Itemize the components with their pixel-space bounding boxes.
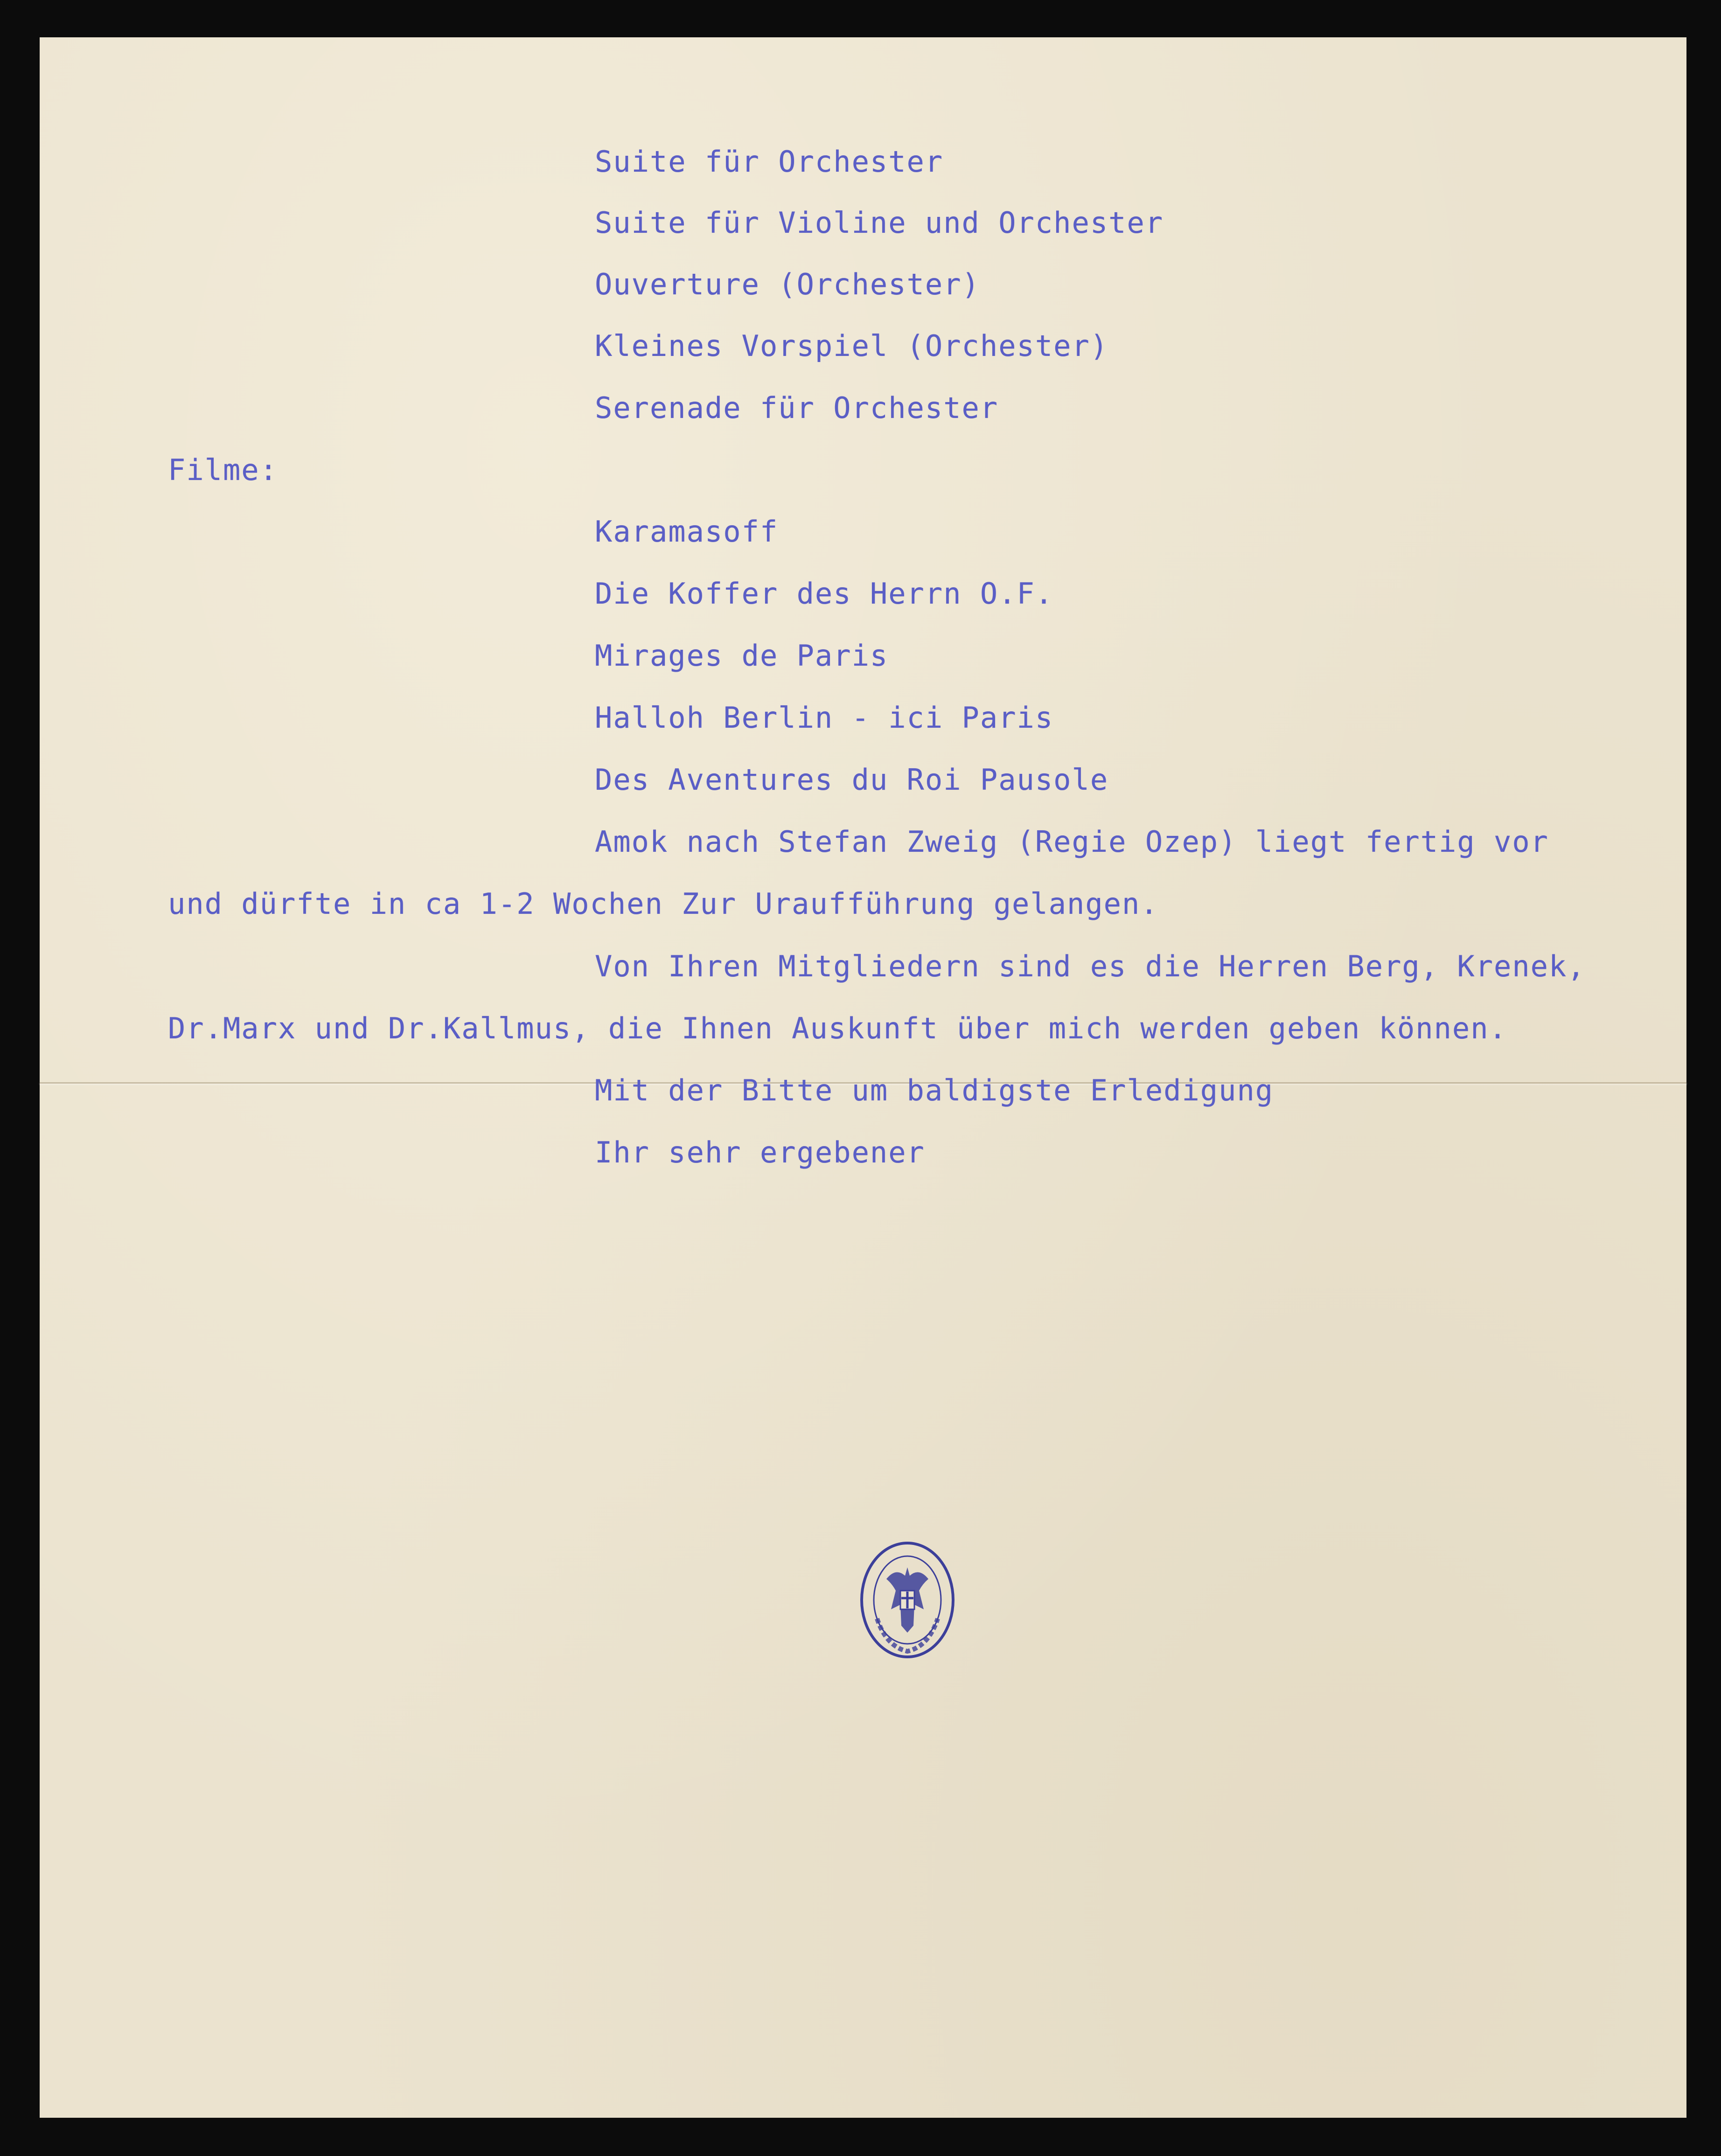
eagle-seal-icon (858, 1539, 956, 1661)
letter-page (40, 37, 1686, 2118)
work-line: Serenade für Orchester (595, 391, 999, 425)
work-line: Kleines Vorspiel (Orchester) (595, 329, 1109, 363)
work-line: Suite für Violine und Orchester (595, 206, 1164, 240)
amok-line-2: und dürfte in ca 1-2 Wochen Zur Uraufführung gelangen. (168, 887, 1159, 921)
closing-salutation: Ihr sehr ergebener (595, 1135, 925, 1169)
members-line-2: Dr.Marx und Dr.Kallmus, die Ihnen Auskunft über mich werden geben können. (168, 1011, 1507, 1045)
film-line: Mirages de Paris (595, 639, 889, 673)
members-line-1: Von Ihren Mitgliedern sind es die Herren Berg, Krenek, (595, 949, 1586, 983)
closing-request: Mit der Bitte um baldigste Erledigung (595, 1073, 1274, 1107)
film-line: Halloh Berlin - ici Paris (595, 701, 1054, 735)
amok-line-1: Amok nach Stefan Zweig (Regie Ozep) liegt fertig vor (595, 825, 1549, 859)
library-stamp (858, 1539, 956, 1661)
films-heading: Filme: (168, 453, 278, 487)
film-line: Die Koffer des Herrn O.F. (595, 577, 1054, 611)
film-line: Karamasoff (595, 515, 779, 549)
work-line: Ouverture (Orchester) (595, 267, 980, 301)
film-line: Des Aventures du Roi Pausole (595, 763, 1109, 797)
work-line: Suite für Orchester (595, 145, 944, 179)
